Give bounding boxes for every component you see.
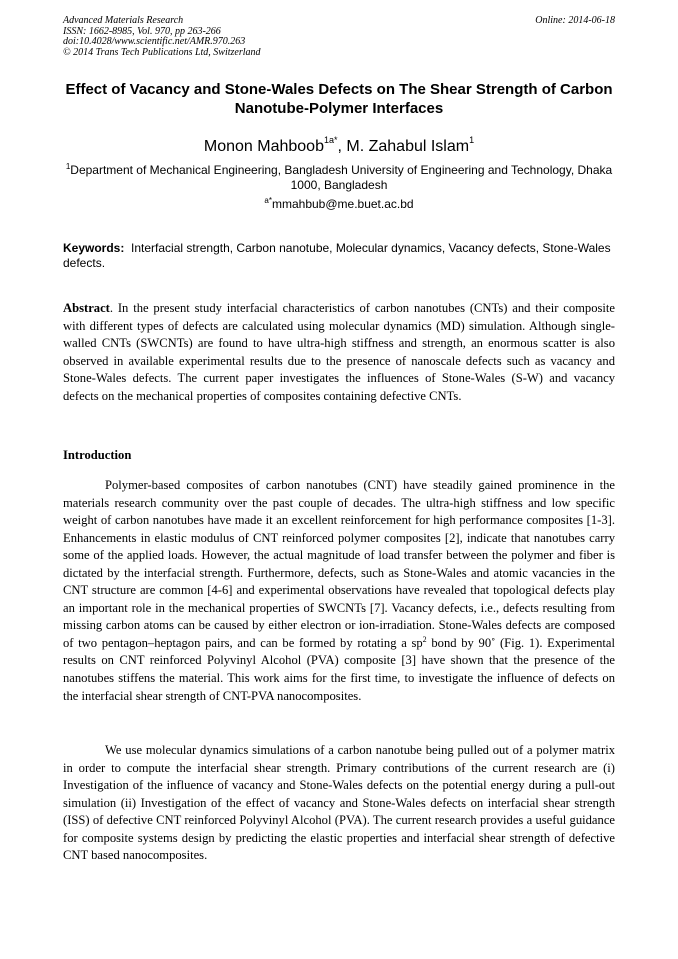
author-line <box>63 137 615 157</box>
author-email: mmahbub@me.buet.ac.bd <box>271 197 414 211</box>
author-name: M. Zahabul Islam <box>346 138 470 155</box>
journal-header <box>63 16 423 58</box>
paper-title: Effect of Vacancy and Stone-Wales Defects on The Shear Strength of Carbon Nanotube-Polymer Interfaces <box>65 81 613 117</box>
keywords-label: Keywords: <box>63 241 125 255</box>
author-separator: , <box>337 138 347 155</box>
author-name: Monon Mahboob <box>203 138 324 155</box>
issn-line: ISSN: 1662-8985, Vol. 970, pp 263-266 <box>63 25 221 37</box>
paragraph-text: Polymer-based composites of carbon nanotubes (CNT) have steadily gained prominence in the materials research community over the past couple of decades. The ultra-high stiffness and low specific weight of carbon nanotubes have made it an excellent reinforcement for high performance composites [1-3]. Enhancements in elastic modulus of CNT reinforced polymer composites [2], indicate that nanotubes carry some of the applied loads. However, the actual magnitude of load transfer between the polymer and fiber is dictated by the interfacial strength. Furthermore, defects, such as Stone-Wales and atomic vacancies in the CNT structure are common [4-6] and experimental observations have revealed that topological defects play an important role in the mechanical properties of SWCNTs [7]. Vacancy defects, i.e., defects resulting from missing carbon atoms can be caused by either electron or ion-irradiation. Stone-Wales defects are composed of two pentagon–heptagon pairs, and can be formed by rotating a sp <box>63 478 615 650</box>
superscript: 2 <box>422 634 427 644</box>
section-heading: Introduction <box>63 448 132 462</box>
body-paragraph: We use molecular dynamics simulations of a carbon nanotube being pulled out of a polymer matrix in order to compute the interfacial shear strength. Primary contributions of the current research are (i) Investigation of the influence of vacancy and Stone-Wales defects on the potential energy during a pull-out simulation (ii) Investigation of the effect of vacancy and Stone-Wales defects on interfacial shear strength (ISS) of defective CNT reinforced Polyvinyl Alcohol (PVA). The current research provides a useful guidance for composite systems design by predicting the elastic properties and interfacial shear strength of defective CNT based nanocomposites. <box>63 743 615 863</box>
abstract-block <box>63 300 615 406</box>
online-date: Online: 2014-06-18 <box>535 15 615 26</box>
journal-name: Advanced Materials Research <box>63 15 184 26</box>
email-mark: a* <box>264 196 272 205</box>
body-paragraph <box>63 477 615 705</box>
affiliation-mark: 1 <box>65 162 71 171</box>
abstract-label: Abstract <box>63 301 110 315</box>
author-affiliation-mark: 1a* <box>323 135 338 145</box>
paragraph-text: bond by 90˚ (Fig. 1). Experimental results on CNT reinforced Polyvinyl Alcohol (PVA) composite [3] have shown that the presence of the nanotubes stiffens the material. This work aims for the first time, to investigate the influence of defects on the interfacial shear strength of CNT-PVA nanocomposites. <box>63 635 615 703</box>
affiliation <box>63 163 615 193</box>
author-affiliation-mark: 1 <box>469 135 475 145</box>
abstract-text: . In the present study interfacial characteristics of carbon nanotubes (CNTs) and their composite with different types of defects are calculated using molecular dynamics (MD) simulation. Although single-walled CNTs (SWCNTs) are found to have ultra-high stiffness and strength, an enormous scatter is also observed in available experimental results due to the presence of nanoscale defects such as vacancy and Stone-Wales defects. The current paper investigates the influences of Stone-Wales (S-W) and vacancy defects on the mechanical properties of composites containing defective CNTs. <box>63 301 615 403</box>
keywords-text: Interfacial strength, Carbon nanotube, Molecular dynamics, Vacancy defects, Stone-Wales defects. <box>63 241 611 270</box>
affiliation-text: Department of Mechanical Engineering, Bangladesh University of Engineering and Technology, Dhaka 1000, Bangladesh <box>70 163 613 192</box>
copyright-line: © 2014 Trans Tech Publications Ltd, Switzerland <box>63 46 261 58</box>
keywords-block <box>63 241 615 270</box>
email-line <box>63 197 615 212</box>
doi-line: doi:10.4028/www.scientific.net/AMR.970.263 <box>63 36 246 47</box>
